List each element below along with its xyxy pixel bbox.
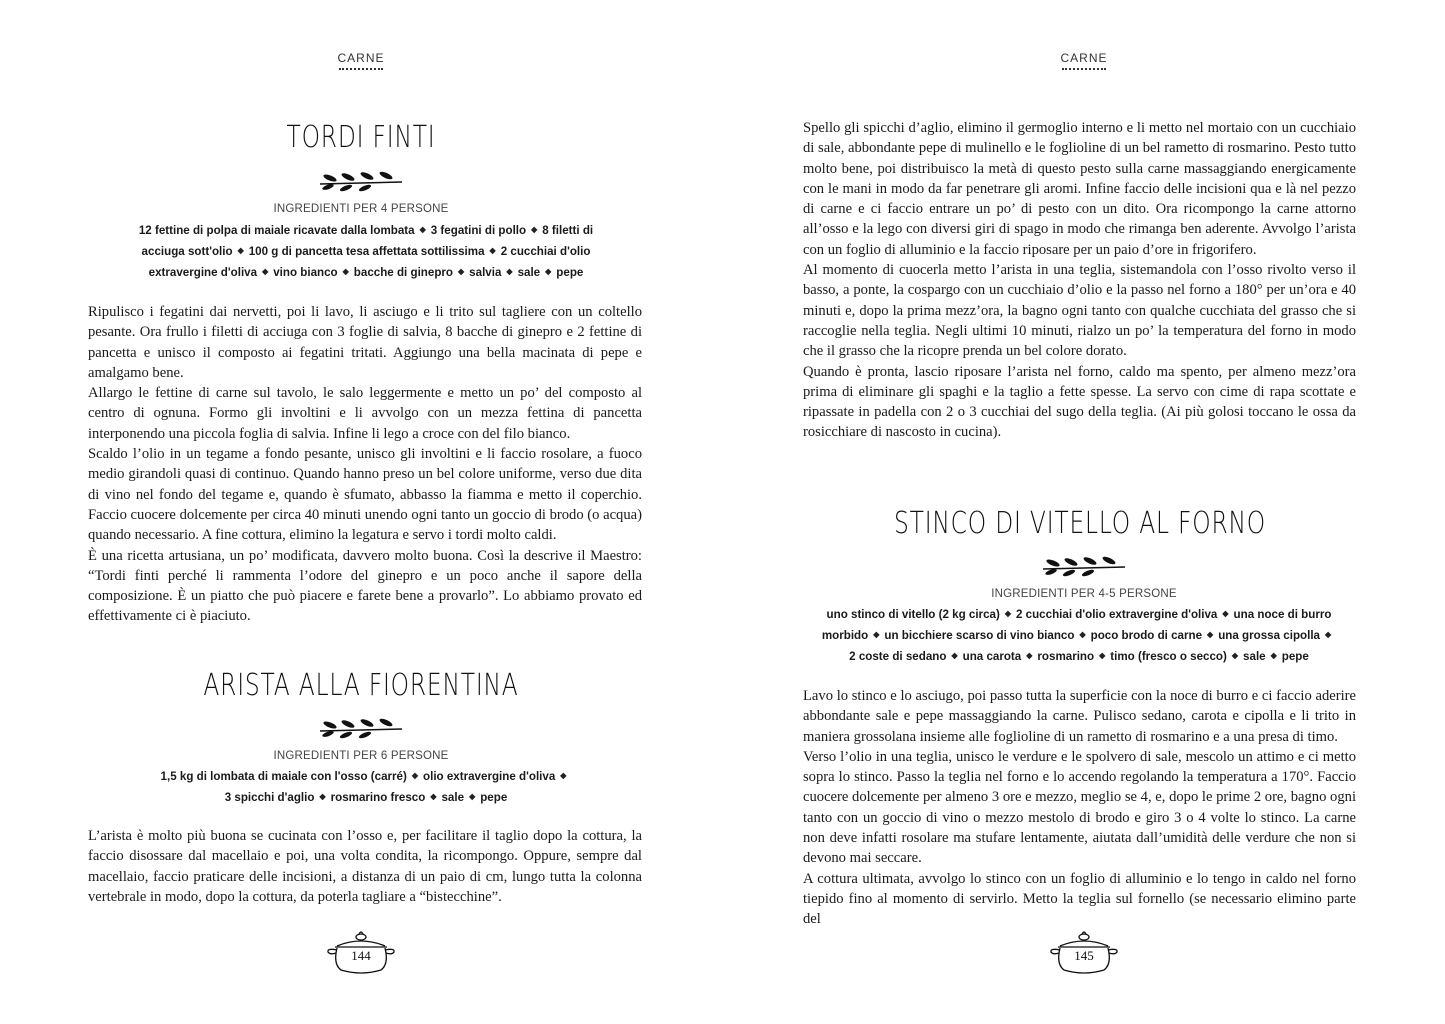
separator-icon: ◆ bbox=[1207, 630, 1214, 639]
method-paragraph: Ripulisco i fegatini dai nervetti, poi li lavo, li asciugo e li trito sul tagliere con un coltello pesante. Ora frullo i filetti di acciuga con 3 foglie di salvia, 8 bacche di ginepro e 2 fettine di pancetta e unisco il composto ai fegatini tritati. Aggiungo una bella macinata di pepe e amalgamo bene. bbox=[88, 304, 642, 381]
section-label: CARNE bbox=[1060, 51, 1108, 65]
ingredient: vino bianco bbox=[273, 266, 338, 279]
separator-icon: ◆ bbox=[262, 267, 269, 276]
ingredients-list bbox=[90, 766, 642, 808]
separator-icon: ◆ bbox=[1004, 609, 1011, 618]
method-paragraph: Quando è pronta, lascio riposare l’arista nel forno, caldo ma spento, per almeno mezz’ora prima di eliminare gli spaghi e la taglio a fette spesse. La servo con cime di rapa scottate e ripassate in padella con 2 o 3 cucchiai del sugo della teglia. (Ai più golosi toccano le ossa da rosicchiare di nascosto in cucina). bbox=[803, 363, 1356, 441]
ingredient: sale bbox=[441, 791, 465, 804]
method-paragraph: A cottura ultimata, avvolgo lo stinco con un foglio di alluminio e lo tengo in caldo nel forno tiepido fino al momento di servirlo. Metto la teglia sul fornello (se necessario elimino parte del bbox=[803, 870, 1356, 928]
separator-icon: ◆ bbox=[531, 225, 538, 234]
ingredient: una carota bbox=[962, 650, 1022, 663]
left-page bbox=[0, 0, 722, 1024]
recipe-method bbox=[803, 686, 1356, 930]
ingredient: pepe bbox=[1281, 650, 1309, 663]
ingredients-line bbox=[90, 220, 642, 241]
ingredient: pepe bbox=[480, 791, 508, 804]
olive-sprig-icon bbox=[316, 170, 406, 192]
ingredient: bacche di ginepro bbox=[353, 266, 454, 279]
separator-icon: ◆ bbox=[1270, 651, 1277, 660]
ingredient: 8 filetti di bbox=[542, 224, 594, 237]
ingredient: pepe bbox=[556, 266, 584, 279]
running-head bbox=[723, 49, 1445, 70]
separator-icon: ◆ bbox=[1079, 630, 1086, 639]
recipe-method bbox=[88, 826, 642, 907]
page-number: 144 bbox=[351, 948, 371, 963]
separator-icon: ◆ bbox=[873, 630, 880, 639]
recipe-title: STINCO DI VITELLO AL FORNO bbox=[893, 506, 1267, 541]
running-head bbox=[0, 49, 722, 70]
method-paragraph: Allargo le fettine di carne sul tavolo, le salo leggermente e metto un po’ del composto al centro di ognuna. Formo gli involtini e li avvolgo con un mezza fettina di pancetta interponendo una piccola foglia di salvia. Infine li lego a croce con del filo bianco. bbox=[88, 385, 642, 442]
page-folio bbox=[323, 928, 399, 976]
ingredient: rosmarino fresco bbox=[330, 791, 426, 804]
ingredient: 2 cucchiai d'olio bbox=[500, 245, 591, 258]
ingredient: morbido bbox=[821, 629, 869, 642]
ingredient: 1,5 kg di lombata di maiale con l'osso (carré) bbox=[160, 770, 407, 783]
method-paragraph: L’arista è molto più buona se cucinata con l’osso e, per facilitare il taglio dopo la cottura, la faccio disossare dal macellaio e poi, una volta condita, la ricompongo. Oppure, sempre dal macellaio, faccio praticare delle incisioni, a distanza di un paio di cm, lungo tutta la colonna vertebrale in modo, dopo la cottura, da poterla tagliare a “bistecchine”. bbox=[88, 828, 642, 905]
section-label: CARNE bbox=[337, 51, 385, 65]
separator-icon: ◆ bbox=[458, 267, 465, 276]
ingredient: olio extravergine d'oliva bbox=[423, 770, 556, 783]
ingredients-line bbox=[90, 241, 642, 262]
separator-icon: ◆ bbox=[430, 792, 437, 801]
separator-icon: ◆ bbox=[237, 246, 244, 255]
method-paragraph: Spello gli spicchi d’aglio, elimino il germoglio interno e li metto nel mortaio con un cucchiaio di sale, abbondante pepe di mulinello e le foglioline di un bel rametto di rosmarino. Pesto tutto molto bene, poi distribuisco la metà di questo pesto sulla carne massaggiando energicamente con le mani in modo da far penetrare gli aromi. Infine faccio delle incisioni qua e là nel pezzo di carne e ci faccio entrare un po’ di pesto con un dito. Ora ricompongo la carne attorno all’osso e la lego con diversi giri di spago in modo che rimanga ben aderente. Avvolgo l’arista con un foglio di alluminio e la faccio riposare per un paio d’ore in frigorifero. bbox=[803, 120, 1356, 258]
ingredient: 2 cucchiai d'olio extravergine d'oliva bbox=[1015, 608, 1218, 621]
right-page bbox=[723, 0, 1445, 1024]
method-paragraph: Scaldo l’olio in un tegame a fondo pesante, unisco gli involtini e li faccio rosolare, a fuoco medio girandoli quasi di continuo. Quando hanno preso un bel colore uniforme, verso due dita di vino nel fondo del tegame e, quando è sfumato, abbasso la fiamma e metto il coperchio. Faccio cuocere dolcemente per circa 40 minuti unendo ogni tanto un goccio di brodo (o acqua) quando necessario. A fine cottura, elimino la legatura e servo i tordi molto caldi. bbox=[88, 446, 642, 544]
ingredient: 2 coste di sedano bbox=[849, 650, 947, 663]
dotted-rule bbox=[1062, 68, 1106, 70]
separator-icon: ◆ bbox=[489, 246, 496, 255]
olive-sprig-icon bbox=[1039, 555, 1129, 577]
ingredient: 3 fegatini di pollo bbox=[430, 224, 527, 237]
ingredient: timo (fresco o secco) bbox=[1110, 650, 1227, 663]
page-number: 145 bbox=[1074, 948, 1094, 963]
ingredient: uno stinco di vitello (2 kg circa) bbox=[826, 608, 1000, 621]
separator-icon: ◆ bbox=[506, 267, 513, 276]
ingredient: un bicchiere scarso di vino bianco bbox=[884, 629, 1075, 642]
separator-icon: ◆ bbox=[411, 771, 419, 780]
ingredients-heading: INGREDIENTI PER 4-5 PERSONE bbox=[991, 588, 1177, 600]
separator-icon: ◆ bbox=[560, 771, 567, 780]
recipe-method bbox=[88, 302, 642, 627]
ingredients-line bbox=[90, 262, 642, 283]
ingredients-line bbox=[90, 787, 642, 808]
olive-sprig-icon bbox=[316, 717, 406, 739]
separator-icon: ◆ bbox=[1231, 651, 1239, 660]
ingredients-line bbox=[90, 766, 642, 787]
separator-icon: ◆ bbox=[1026, 651, 1033, 660]
ingredients-line bbox=[799, 604, 1359, 625]
ingredient: sale bbox=[517, 266, 541, 279]
ingredients-heading: INGREDIENTI PER 6 PERSONE bbox=[273, 750, 449, 762]
separator-icon: ◆ bbox=[319, 792, 326, 801]
separator-icon: ◆ bbox=[545, 267, 552, 276]
method-paragraph: Al momento di cuocerla metto l’arista in una teglia, sistemandola con l’osso rivolto verso il basso, a ponte, la cospargo con un cucchiaio d’olio e la passo nel forno a 180° per un’ora e 40 minuti e, dopo la prima mezz’ora, la bagno ogni tanto con qualche cucchiata del grasso che si raccoglie nella teglia. Negli ultimi 10 minuti, rialzo un po’ la temperatura del forno in modo che il grasso che la ricopre prenda un bel colore dorato. bbox=[803, 262, 1356, 360]
separator-icon: ◆ bbox=[342, 267, 349, 276]
ingredient: salvia bbox=[469, 266, 502, 279]
ingredient: una noce di burro bbox=[1233, 608, 1332, 621]
dotted-rule bbox=[339, 68, 383, 70]
ingredient: 12 fettine di polpa di maiale ricavate dalla lombata bbox=[138, 224, 415, 237]
ingredient: acciuga sott'olio bbox=[141, 245, 233, 258]
ingredient: 100 g di pancetta tesa affettata sottilissima bbox=[248, 245, 485, 258]
ingredient: extravergine d'oliva bbox=[148, 266, 258, 279]
ingredients-line bbox=[799, 646, 1359, 667]
ingredient: una grossa cipolla bbox=[1218, 629, 1320, 642]
ingredients-heading: INGREDIENTI PER 4 PERSONE bbox=[273, 203, 449, 215]
method-paragraph: Lavo lo stinco e lo asciugo, poi passo tutta la superficie con la noce di burro e ci faccio aderire abbondante sale e pepe massaggiando la carne. Pulisco sedano, carota e cipolla e li trito in maniera grossolana insieme alle foglioline di un rametto di rosmarino e a una presa di timo. bbox=[803, 688, 1356, 745]
page-folio bbox=[1046, 928, 1122, 976]
separator-icon: ◆ bbox=[1325, 630, 1332, 639]
ingredient: 3 spicchi d'aglio bbox=[224, 791, 315, 804]
recipe-title: TORDI FINTI bbox=[286, 120, 436, 155]
ingredient: rosmarino bbox=[1037, 650, 1095, 663]
separator-icon: ◆ bbox=[1099, 651, 1106, 660]
separator-icon: ◆ bbox=[1222, 609, 1229, 618]
method-paragraph: È una ricetta artusiana, un po’ modificata, davvero molto buona. Così la descrive il Maestro: “Tordi finti perché li rammenta l’odore del ginepro e un poco anche il sapore della composizione. È un piatto che può piacere e farete bene a provarlo”. Lo abbiamo provato ed effettivamente ci è piaciuto. bbox=[88, 547, 642, 625]
ingredients-list bbox=[799, 604, 1359, 667]
recipe-method-continued bbox=[803, 118, 1356, 443]
ingredients-line bbox=[799, 625, 1359, 646]
ingredient: poco brodo di carne bbox=[1090, 629, 1203, 642]
separator-icon: ◆ bbox=[951, 651, 958, 660]
separator-icon: ◆ bbox=[419, 225, 426, 234]
ingredient: sale bbox=[1243, 650, 1266, 663]
recipe-title: ARISTA ALLA FIORENTINA bbox=[203, 668, 519, 703]
separator-icon: ◆ bbox=[469, 792, 476, 801]
ingredients-list bbox=[90, 220, 642, 283]
method-paragraph: Verso l’olio in una teglia, unisco le verdure e le spolvero di sale, mescolo un attimo e ci metto sopra lo stinco. Passo la teglia nel forno e lo accendo regolando la temperatura a 170°. Faccio cuocere dolcemente per almeno 3 ore e mezzo, meglio se 4, e, dopo le prime 2 ore, bagno ogni tanto con un goccio di vino o mezzo mestolo di brodo e giro 3 o 4 volte lo stinco. La carne non deve infatti rosolare ma stufare lentamente, aiutata dall’umidità delle verdure che non si devono mai seccare. bbox=[803, 748, 1356, 867]
